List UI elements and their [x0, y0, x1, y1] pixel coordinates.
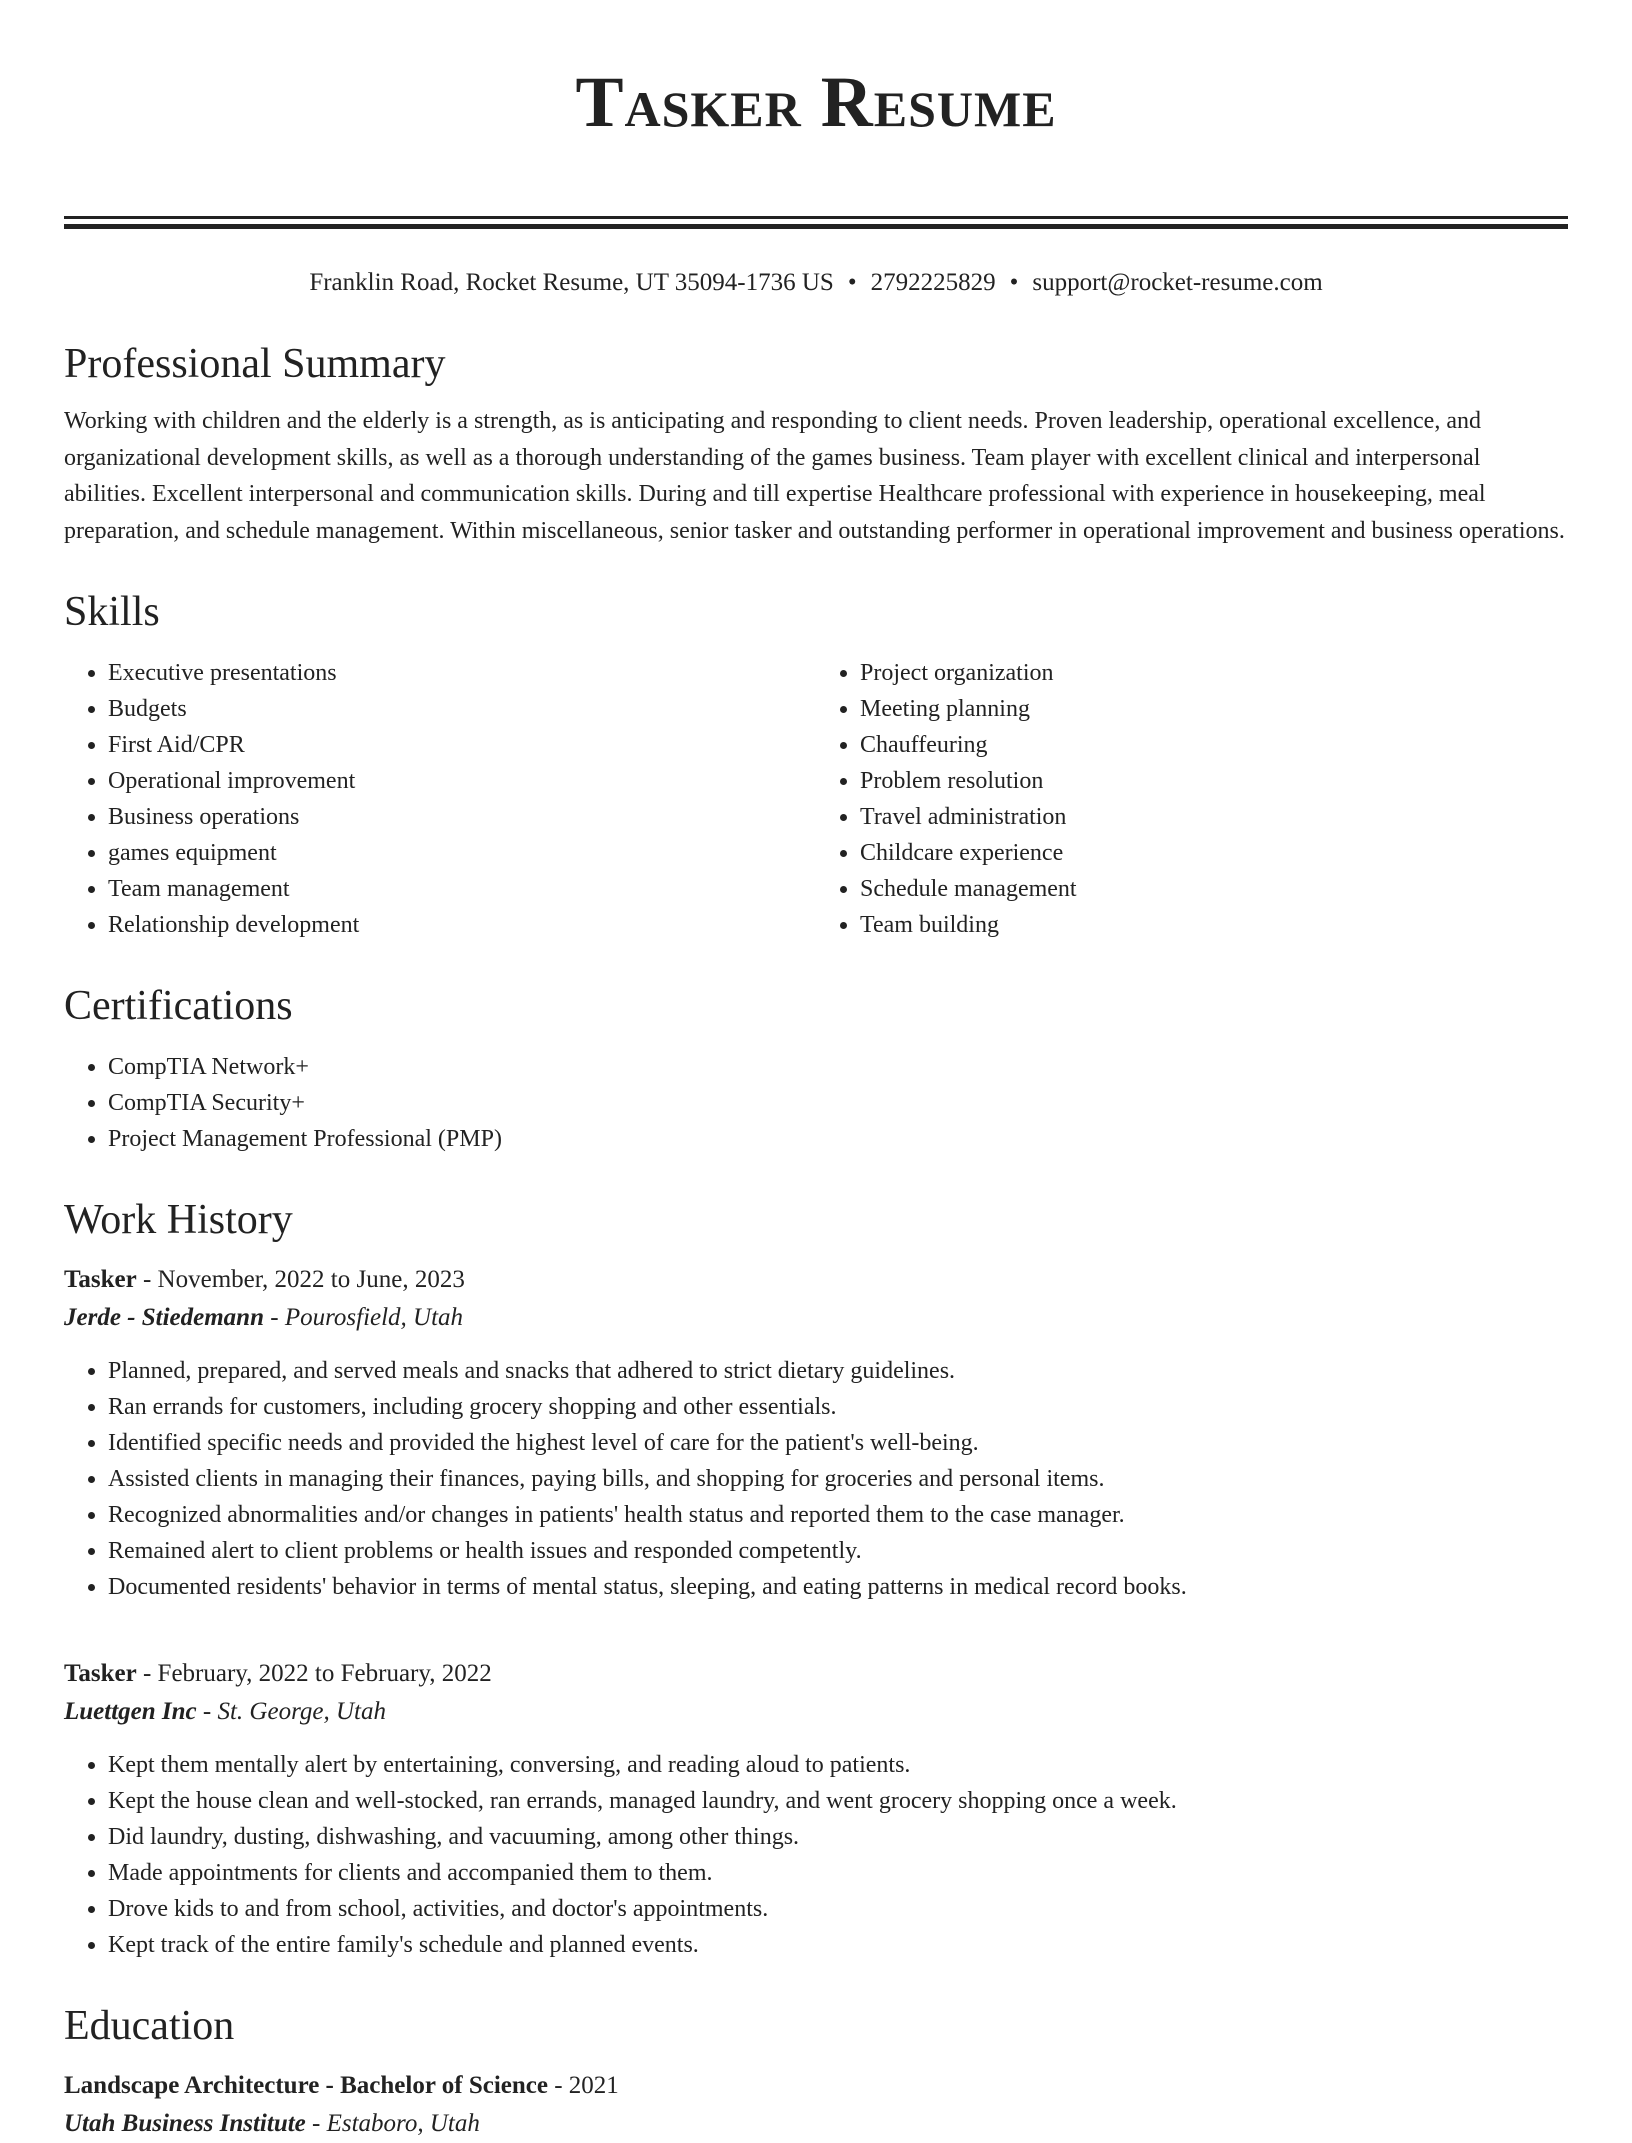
job-location: - Pourosfield, Utah: [264, 1304, 464, 1331]
job-title: Tasker: [64, 1266, 137, 1293]
certification-item: • CompTIA Network+: [108, 1049, 1568, 1085]
duty-item: • Made appointments for clients and accompanied them to them.: [108, 1855, 1568, 1891]
job-employer: [64, 1299, 1568, 1337]
job-duties: [64, 1747, 1568, 1963]
skill-item: • Chauffeuring: [860, 727, 1568, 763]
contact-phone: 2792225829: [870, 269, 996, 296]
job-company: Luettgen Inc: [64, 1698, 197, 1725]
summary-heading: Professional Summary: [64, 341, 446, 387]
education-degree: Landscape Architecture - Bachelor of Science: [64, 2072, 548, 2099]
education-location: - Estaboro, Utah: [305, 2110, 480, 2137]
education-school-line: [64, 2105, 1568, 2143]
duty-item: • Kept track of the entire family's schedule and planned events.: [108, 1927, 1568, 1963]
job-company: Jerde - Stiedemann: [64, 1304, 264, 1331]
job-dates: - November, 2022 to June, 2023: [136, 1266, 465, 1293]
skill-item: • Business operations: [108, 799, 816, 835]
header-divider-bottom: [64, 224, 1568, 229]
skills-list-left: [64, 655, 816, 943]
skill-item: • Problem resolution: [860, 763, 1568, 799]
skill-item: • games equipment: [108, 835, 816, 871]
resume-name: Tasker Resume: [575, 62, 1057, 142]
duty-item: • Recognized abnormalities and/or changes in patients' health status and reported them to the case manager.: [108, 1497, 1568, 1533]
job-employer: [64, 1693, 1568, 1731]
contact-separator: •: [1009, 269, 1019, 296]
skill-item: • Childcare experience: [860, 835, 1568, 871]
skills-list-right: [816, 655, 1568, 943]
job-spacer: [64, 1605, 1568, 1639]
duty-item: • Remained alert to client problems or health issues and responded competently.: [108, 1533, 1568, 1569]
skill-item: • Executive presentations: [108, 655, 816, 691]
summary-text: Working with children and the elderly is a strength, as is anticipating and responding to client needs. Proven leadership, operational excellence, and organizational development skills, as well as a thorough understanding of the games business. Team player with excellent clinical and interpersonal abilities. Excellent interpersonal and communication skills. During and till expertise Healthcare professional with experience in housekeeping, meal preparation, and schedule management. Within miscellaneous, senior tasker and outstanding performer in operational improvement and business operations.: [64, 408, 1565, 544]
certification-item: • Project Management Professional (PMP): [108, 1121, 1568, 1157]
skill-item: • Project organization: [860, 655, 1568, 691]
duty-item: • Kept them mentally alert by entertaining, conversing, and reading aloud to patients.: [108, 1747, 1568, 1783]
duty-item: • Identified specific needs and provided the highest level of care for the patient's well-being.: [108, 1425, 1568, 1461]
education-year: - 2021: [547, 2072, 619, 2099]
duty-item: • Kept the house clean and well-stocked, ran errands, managed laundry, and went grocery shopping once a week.: [108, 1783, 1568, 1819]
job-entry: [64, 1655, 1568, 1963]
skill-item: • Budgets: [108, 691, 816, 727]
skills-columns: [64, 655, 1568, 943]
skill-item: • Operational improvement: [108, 763, 816, 799]
work-history-heading: Work History: [64, 1197, 293, 1243]
job-dates: - February, 2022 to February, 2022: [136, 1660, 492, 1687]
skill-item: • Relationship development: [108, 907, 816, 943]
job-title: Tasker: [64, 1660, 137, 1687]
skill-item: • Team building: [860, 907, 1568, 943]
education-school: Utah Business Institute: [64, 2110, 306, 2137]
skill-item: • Schedule management: [860, 871, 1568, 907]
duty-item: • Drove kids to and from school, activities, and doctor's appointments.: [108, 1891, 1568, 1927]
contact-email: support@rocket-resume.com: [1032, 269, 1323, 296]
certifications-heading: Certifications: [64, 983, 293, 1029]
job-entry: [64, 1261, 1568, 1605]
skill-item: • First Aid/CPR: [108, 727, 816, 763]
duty-item: • Ran errands for customers, including grocery shopping and other essentials.: [108, 1389, 1568, 1425]
skills-heading: Skills: [64, 589, 160, 635]
duty-item: • Planned, prepared, and served meals and snacks that adhered to strict dietary guidelines.: [108, 1353, 1568, 1389]
education-degree-line: [64, 2067, 1568, 2105]
contact-separator: •: [847, 269, 857, 296]
duty-item: • Assisted clients in managing their finances, paying bills, and shopping for groceries and personal items.: [108, 1461, 1568, 1497]
header-divider-top: [64, 216, 1568, 219]
certification-item: • CompTIA Security+: [108, 1085, 1568, 1121]
job-duties: [64, 1353, 1568, 1605]
skill-item: • Meeting planning: [860, 691, 1568, 727]
duty-item: • Documented residents' behavior in terms of mental status, sleeping, and eating patterns in medical record books.: [108, 1569, 1568, 1605]
education-heading: Education: [64, 2003, 235, 2049]
certifications-list: [64, 1049, 1568, 1157]
duty-item: • Did laundry, dusting, dishwashing, and vacuuming, among other things.: [108, 1819, 1568, 1855]
job-header: [64, 1655, 1568, 1693]
contact-address: Franklin Road, Rocket Resume, UT 35094-1736 US: [309, 269, 834, 296]
job-header: [64, 1261, 1568, 1299]
contact-line: [64, 265, 1568, 301]
skill-item: • Team management: [108, 871, 816, 907]
skill-item: • Travel administration: [860, 799, 1568, 835]
job-location: - St. George, Utah: [196, 1698, 386, 1725]
